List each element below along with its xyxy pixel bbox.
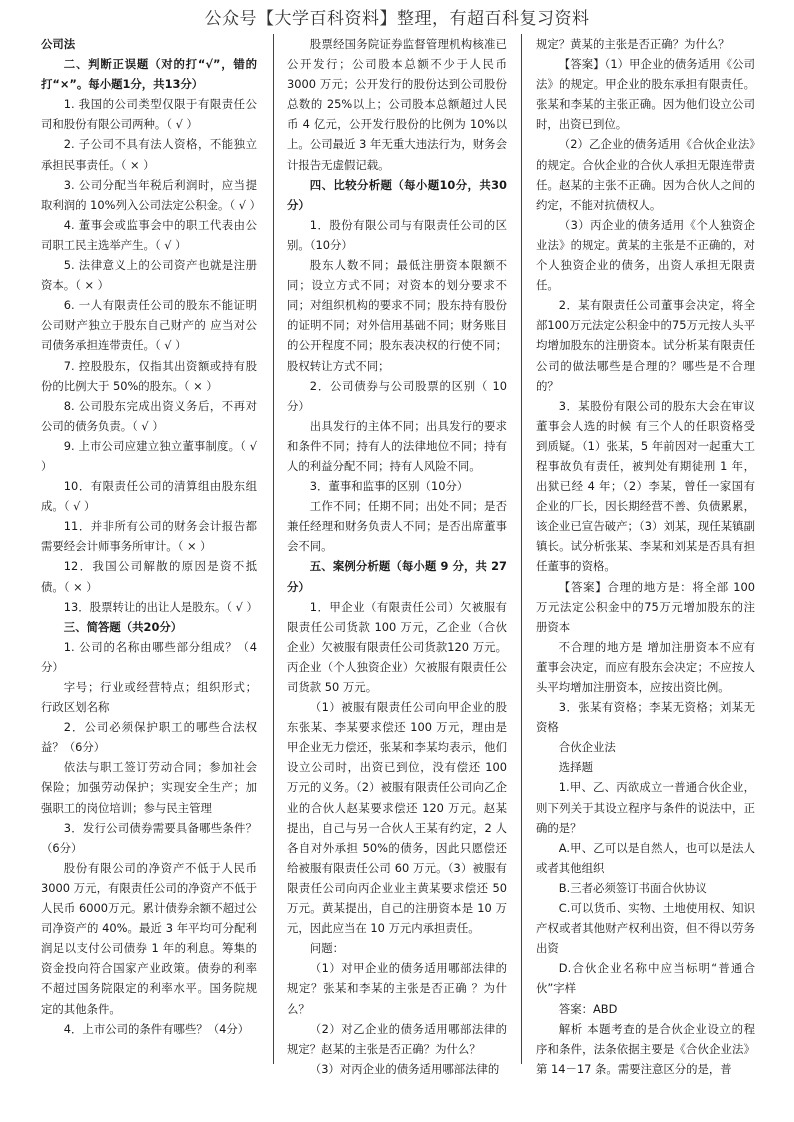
paragraph: 8. 公司股东完成出资义务后，不再对公司的债务负责。（ √ ）: [41, 398, 257, 433]
paragraph: A.甲、乙可以是自然人，也可以是法人或者其他组织: [536, 840, 755, 875]
paragraph: 1．甲企业（有限责任公司）欠被服有限责任公司货款 100 万元，乙企业（合伙企业）欠被服有限责任公司货款120 万元。丙企业（个人独资企业）欠被服有限责任公司货款 50 万元。: [287, 599, 507, 694]
column-left: [41, 34, 261, 1064]
column-divider: [521, 34, 522, 1064]
paragraph: （1）被服有限责任公司向甲企业的股东张某、李某要求偿还 100 万元，理由是甲企业无力偿还，张某和李某均表示，他们设立公司时，出资已到位，没有偿还 100 万元的义务。（2）被服有限责任公司向乙企业的合伙人赵某要求偿还 120 万元。赵某提出，自己与另一合伙人王某有约定，2 人各自对外承担 50%的债务，因此只愿偿还给被服有限责任公司 60 万元。（3）被服有限责任公司向丙企业业主黄某要求偿还 50 万元。黄某提出，自己的注册资本是 10 万元，因此应当在 10 万元内承担责任。: [287, 700, 507, 936]
section-heading: 五、案例分析题（每小题 9 分，共 27 分）: [287, 559, 507, 594]
column-middle: [287, 34, 507, 1076]
paragraph: 出具发行的主体不同；出具发行的要求和条件不同；持有人的法律地位不同；持有人的利益分配不同；持有人风险不同。: [287, 418, 507, 473]
paragraph: 12．我国公司解散的原因是资不抵债。（ × ）: [41, 559, 257, 594]
paragraph: 选择题: [558, 760, 593, 775]
paragraph: B.三者必须签订书面合伙协议: [558, 880, 707, 895]
paragraph: 1. 我国的公司类型仅限于有限责任公司和股份有限公司两种。（ √ ）: [41, 97, 257, 132]
paragraph: 3．董事和监事的区别（10分）: [309, 479, 469, 494]
paragraph: 1．股份有限公司与有限责任公司的区别。（10分）: [287, 217, 507, 252]
paragraph: 答案：ABD: [558, 1001, 618, 1016]
paragraph: 3. 公司分配当年税后利润时，应当提取利润的 10%列入公司法定公积金。（ √ ）: [41, 177, 261, 212]
paragraph: 13．股票转让的出让人是股东。（ √ ）: [63, 599, 258, 614]
page-header: 公众号【大学百科资料】整理，有超百科复习资料: [204, 9, 590, 29]
paragraph: 7. 控股股东，仅指其出资额或持有股份的比例大于 50%的股东。（ × ）: [41, 358, 257, 393]
paragraph: 4．上市公司的条件有哪些？（4分）: [63, 1021, 250, 1036]
paragraph: 合伙企业法: [558, 740, 616, 755]
paragraph: 2. 子公司不具有法人资格，不能独立承担民事责任。（ × ）: [41, 137, 257, 172]
paragraph: 1.甲、乙、丙欲成立一普通合伙企业，则下列关于其设立程序与条件的说法中，正确的是？: [536, 780, 755, 835]
paragraph: C.可以货币、实物、土地使用权、知识产权或者其他财产权利出资，但不得以劳务出资: [536, 901, 755, 956]
paragraph: 不合理的地方是 增加注册资本不应有董事会决定，而应有股东会决定；不应按人头平均增加注册资本，应按出资比例。: [536, 639, 755, 694]
paragraph: 2．某有限责任公司董事会决定，将全部100万元法定公积金中的75万元按人头平均增加股东的注册资本。试分析某有限责任公司的做法哪些是合理的？哪些是不合理的？: [536, 298, 755, 393]
section-heading: 四、比较分析题（每小题10分，共30分）: [287, 177, 507, 212]
paragraph: 解析 本题考查的是合伙企业设立的程序和条件，法条依据主要是《合伙企业法》第 14－17 条。需要注意区分的是，普: [536, 1021, 755, 1076]
paragraph: 股份有限公司的净资产不低于人民币 3000 万元，有限责任公司的净资产不低于人民币 6000万元。累计债券余额不超过公司净资产的 40%。最近 3 年平均可分配利润足以支付公司债券 1 年的利息。筹集的资金投向符合国家产业政策。债券的利率不超过国务院限定的利率水平。国务院规定的其他条件。: [41, 860, 257, 1016]
paragraph: 股票经国务院证券监督管理机构核准已公开发行；公司股本总额不少于人民币 3000 万元；公开发行的股份达到公司股份总数的 25%以上；公司股本总额超过人民币 4 亿元，公开发行股份的比例为 10%以上。公司最近 3 年无重大违法行为，财务会计报告无虚假记载。: [287, 37, 507, 172]
paragraph: 【答案】合理的地方是：将全部 100 万元法定公积金中的75万元增加股东的注册资本: [536, 579, 755, 634]
subject-title: 公司法: [41, 37, 76, 51]
paragraph: （3）对丙企业的债务适用哪部法律的: [309, 1061, 500, 1076]
column-right: [536, 34, 755, 1076]
paragraph: 11．并非所有公司的财务会计报告都需要经会计师事务所审计。（ × ）: [41, 519, 257, 554]
paragraph: 1. 公司的名称由哪些部分组成？（4分）: [41, 639, 257, 674]
paragraph: 工作不同；任期不同；出处不同；是否兼任经理和财务负责人不同；是否出席董事会不同。: [287, 499, 507, 554]
paragraph: 3．发行公司债券需要具备哪些条件？（6分）: [41, 820, 257, 855]
paragraph: （2）乙企业的债务适用《合伙企业法》的规定。合伙企业的合伙人承担无限连带责任。赵某的主张不正确。因为合伙人之间的约定，不能对抗债权人。: [536, 137, 755, 212]
paragraph: 问题：: [309, 941, 344, 956]
paragraph: 3．张某有资格；李某无资格；刘某无资格: [536, 700, 755, 735]
paragraph: 股东人数不同；最低注册资本限额不同；设立方式不同；对资本的划分要求不同；对组织机构的要求不同；股东持有股份的证明不同；对外信用基础不同；财务账目的公开程度不同；股东表决权的行使不同；股权转让方式不同；: [287, 258, 507, 373]
paragraph: 规定？黄某的主张是否正确？为什么？: [536, 37, 730, 51]
paragraph: D.合伙企业名称中应当标明“普通合伙”字样: [536, 961, 755, 996]
paragraph: 6. 一人有限责任公司的股东不能证明公司财产独立于股东自己财产的 应当对公司债务承担连带责任。（ √ ）: [41, 298, 257, 353]
paragraph: （3）丙企业的债务适用《个人独资企业法》的规定。黄某的主张是不正确的，对个人独资企业的债务，出资人承担无限责任。: [536, 217, 755, 293]
section-heading: 二、判断正误题（对的打“√”，错的打“×”。每小题1分，共13分）: [41, 57, 257, 92]
paragraph: 5. 法律意义上的公司资产也就是注册资本。（ × ）: [41, 258, 257, 293]
paragraph: （2）对乙企业的债务适用哪部法律的规定？赵某的主张是否正确？为什么？: [287, 1021, 507, 1056]
column-divider: [273, 34, 274, 1064]
section-heading: 三、简答题（共20分）: [63, 619, 183, 634]
paragraph: 3．某股份有限公司的股东大会在审议董事会人选的时候 有三个人的任职资格受到质疑。（1）张某，5 年前因对一起重大工程事故负有责任，被判处有期徒刑 1 年，出狱已经 4 年；（2）李某，曾任一家国有企业的厂长，因长期经营不善、负债累累，该企业已宣告破产；（3）刘某，现任某镇副镇长。试分析张某、李某和刘某是否具有担任董事的资格。: [536, 398, 755, 574]
paragraph: 【答案】（1）甲企业的债务适用《公司法》的规定。甲企业的股东承担有限责任。张某和李某的主张正确。因为他们设立公司时，出资已到位。: [536, 57, 755, 132]
paragraph: 4. 董事会或监事会中的职工代表由公司职工民主选举产生。（ √ ）: [41, 217, 257, 252]
paragraph: 9. 上市公司应建立独立董事制度。（ √ ）: [41, 438, 257, 473]
paragraph: 字号；行业或经营特点；组织形式；行政区划名称: [41, 680, 257, 715]
paragraph: 依法与职工签订劳动合同；参加社会保险；加强劳动保护；实现安全生产；加强职工的岗位培训；参与民主管理: [41, 760, 257, 815]
paragraph: 2．公司债券与公司股票的区别（ 10分）: [287, 378, 507, 413]
paragraph: 2．公司必须保护职工的哪些合法权益？（6分）: [41, 720, 257, 755]
paragraph: （1）对甲企业的债务适用哪部法律的规定？张某和李某的主张是否正确 ？为什么？: [287, 961, 507, 1016]
paragraph: 10．有限责任公司的清算组由股东组成。（ √ ）: [41, 479, 257, 514]
